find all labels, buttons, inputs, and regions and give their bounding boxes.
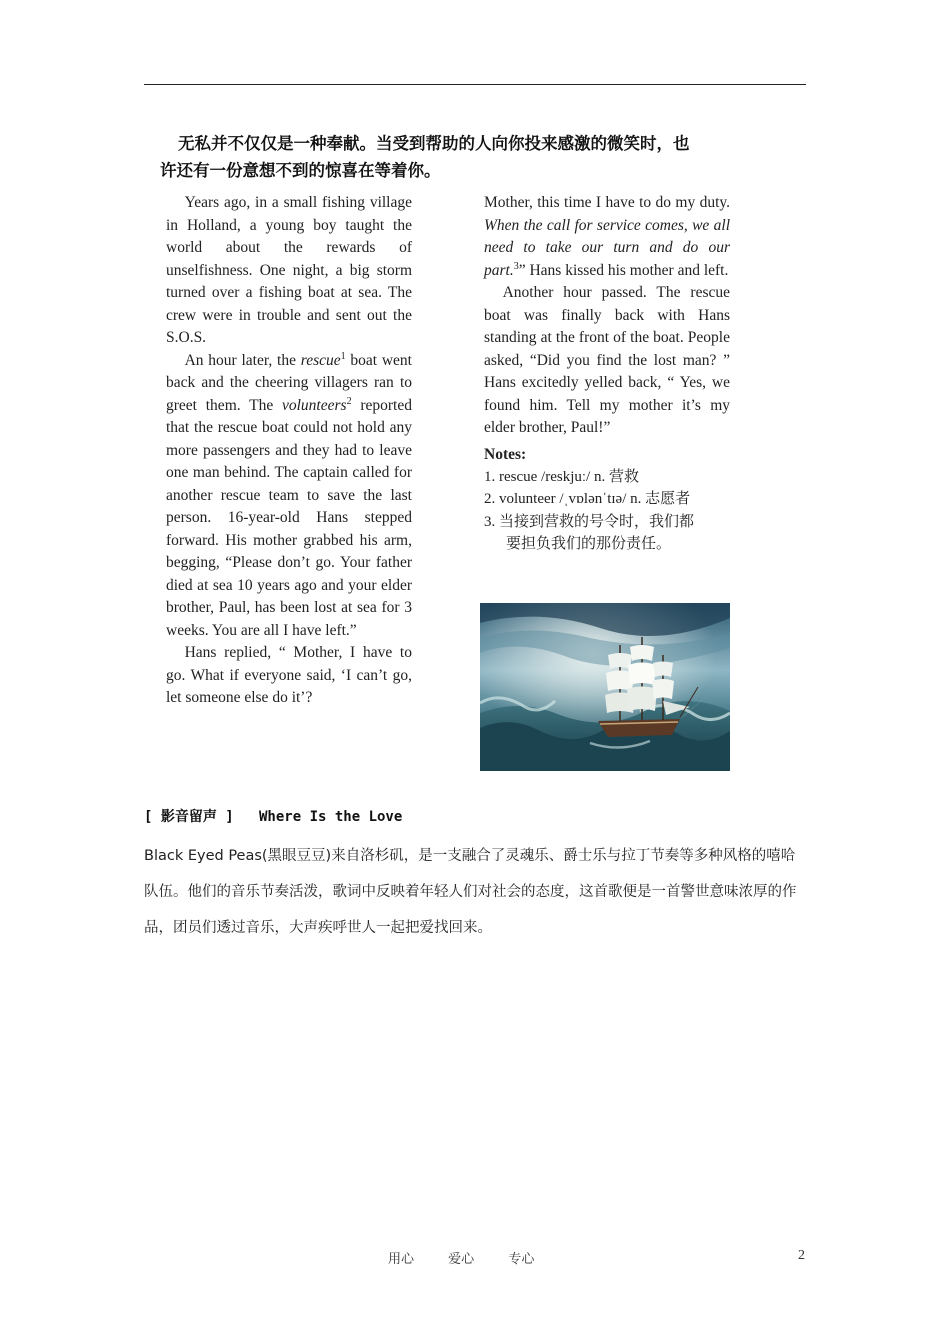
note-2: 2. volunteer /ˌvɒlənˈtɪə/ n. 志愿者 — [484, 491, 691, 507]
ship-image — [480, 603, 730, 771]
intro-line-1: 无私并不仅仅是一种奉献。当受到帮助的人向你投来感激的微笑时，也 — [178, 134, 690, 153]
notes-section — [484, 444, 730, 556]
footer-word-2: 爱心 — [448, 1252, 475, 1267]
intro-text — [160, 130, 760, 184]
section-body-text: Black Eyed Peas(黑眼豆豆)来自洛杉矶，是一支融合了灵魂乐、爵士乐与拉丁节奏等多种风格的嘻哈队伍。他们的音乐节奏活泼，歌词中反映着年轻人们对社会的态度，这首歌便是一首警世意味浓厚的作品，团员们透过音乐，大声疾呼世人一起把爱找回来。 — [144, 848, 797, 936]
note-1: 1. rescue /reskjuː/ n. 营救 — [484, 468, 639, 485]
footer-word-3: 专心 — [508, 1252, 535, 1267]
story-paragraph-3: Hans replied, “ Mother, I have to go. What if everyone said, ‘I can’t go, let someone else do it’? — [166, 644, 412, 706]
note-3: 3. 当接到营救的号令时，我们都 — [484, 513, 695, 530]
story-paragraph-5: Another hour passed. The rescue boat was finally back with Hans standing at the front of the boat. People asked, “Did you find the lost man? ” Hans excitedly yelled back, “ Yes, we found him. Tell my mother it’s my elder brother, Paul!” — [484, 284, 730, 436]
story-paragraph-1: Years ago, in a small fishing village in Holland, a young boy taught the world about the rewards of unselfishness. One night, a big storm turned over a fishing boat at sea. The crew were in trouble and sent out the S.O.S. — [166, 194, 412, 346]
sailing-ship-illustration — [480, 603, 730, 771]
story-paragraph-4: Mother, this time I have to do my duty. When the call for service comes, we all need to take our turn and do our part.$^3$” Hans kissed his mother and left. — [484, 194, 730, 279]
story-column-left — [166, 192, 412, 710]
story-paragraph-2: An hour later, the rescue$^1$ boat went back and the cheering villagers ran to greet them. The volunteers$^2$ reported that the rescue boat could not hold any more passengers and they had to leave one man behind. The captain called for another rescue team to save the last person. 16-year-old Hans stepped forward. His mother grabbed his arm, begging, “Please don’t go. Your father died at sea 10 years ago and your elder brother, Paul, has been lost at sea for 3 weeks. You are all I have left.” — [166, 350, 412, 639]
footer-motto — [388, 1248, 564, 1267]
notes-title: Notes: — [484, 445, 527, 463]
story-column-right — [484, 192, 730, 556]
note-3-continued: 要担负我们的那份责任。 — [506, 536, 672, 552]
page-number: 2 — [798, 1248, 805, 1263]
footer-word-1: 用心 — [388, 1252, 415, 1267]
intro-line-2: 许还有一份意想不到的惊喜在等着你。 — [160, 161, 441, 180]
section-heading: [ 影音留声 ] Where Is the Love — [144, 809, 403, 825]
header-rule — [144, 84, 806, 85]
